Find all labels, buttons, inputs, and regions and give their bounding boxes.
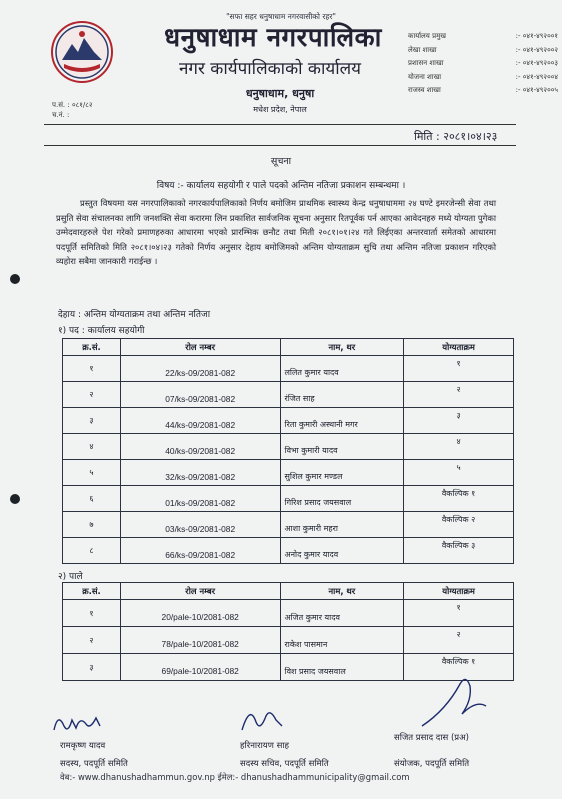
cell-name: ललित कुमार यादव [280, 356, 404, 382]
office-province: मधेश प्रदेश, नेपाल [253, 105, 307, 114]
cell-sn: ३ [63, 408, 121, 434]
notice-subject: विषय :- कार्यालय सहयोगी र पाले पदको अन्तिम नतिजा प्रकाशन सम्बन्धमा । [156, 181, 406, 191]
cell-name: गिरिश प्रसाद जयसवाल [280, 486, 404, 512]
reference-numbers [52, 100, 93, 120]
cell-name: अजित कुमार यादव [280, 600, 404, 627]
dispatch-number: च.नं. : [52, 111, 70, 119]
notice-date: मिति : २०८१।०४।२३ [414, 130, 498, 143]
signatory-3-name: सजित प्रसाद दास (प्रअ) [394, 733, 469, 743]
table-row [63, 434, 514, 460]
table-row [63, 538, 514, 564]
notice-body: प्रस्तुत विषयमा यस नगरपालिकाको नगरकार्यपालिकाको निर्णय बमोजिम प्राथमिक स्वास्थ्य केन्द्र धनुषाधाममा २४ घण्टे इमरजेन्सी सेवा तथा प्रसुति सेवा संचालनका लागि जनशक्ति सेवा करारमा लिन प्रकाशित सार्वजनिक सूचना अनुसार रितपूर्वक पर्न आएका आवेदनहरु मध्ये योग्यता पुगेका उम्मेदवारहरुले पेश गरेको प्रमाणहरुका आधारमा भएको प्रारम्भिक छनौट तथा मिती २०८१।०१।२४ गते लिईएका अन्तरवार्ता समेतको आधारमा पदपूर्ति समितिको मिति २०८१।०४।२३ गतेको निर्णय अनुसार देहाय बमोजिमको अन्तिम योग्यताक्रम सुचि तथा अन्तिम नतिजा प्रकाशन गरिएको व्यहोरा सबैमा जानकारी गराईन्छ । [56, 198, 496, 267]
cell-sn: १ [63, 600, 121, 627]
punch-hole [10, 494, 20, 504]
cell-sn: ३ [63, 654, 121, 681]
table-row [63, 382, 514, 408]
col-header-roll: रोल नम्बर [120, 339, 280, 356]
cell-sn: ७ [63, 512, 121, 538]
cell-merit-rank: वैकल्पिक १ [404, 654, 514, 681]
cell-merit-rank: वैकल्पिक २ [404, 512, 514, 538]
cell-name: अनोद कुमार यादव [280, 538, 404, 564]
cell-roll-number: 03/ks-09/2081-082 [120, 512, 280, 538]
signatory-2-name: हरिनारायण साह [240, 741, 290, 751]
signatory-1-name: रामकृष्ण यादव [60, 741, 106, 751]
result-heading: देहाय : अन्तिम योग्यताक्रम तथा अन्तिम नतिजा [58, 310, 211, 320]
reg-number: प.सं. : ०८१/८२ [52, 101, 93, 109]
contact-row: योजना शाखा :- ०४१-४९२००४ [408, 72, 558, 81]
table-row [63, 356, 514, 382]
signatory-2-role: सदस्य सचिव, पदपूर्ति समिति [240, 759, 329, 769]
punch-hole [10, 274, 20, 284]
cell-merit-rank: १ [404, 356, 514, 382]
cell-merit-rank: १ [404, 600, 514, 627]
cell-merit-rank: ४ [404, 434, 514, 460]
result-table-office-assistant [62, 338, 514, 564]
cell-merit-rank: २ [404, 382, 514, 408]
col-header-name: नाम, थर [280, 339, 404, 356]
cell-sn: ६ [63, 486, 121, 512]
cell-sn: ५ [63, 460, 121, 486]
cell-merit-rank: वैकल्पिक ३ [404, 538, 514, 564]
office-name: नगर कार्यपालिकाको कार्यालय [178, 59, 362, 79]
result-table-guard [62, 582, 514, 681]
cell-roll-number: 07/ks-09/2081-082 [120, 382, 280, 408]
signature-3-icon [416, 670, 496, 732]
table-row [63, 512, 514, 538]
table-row [63, 600, 514, 627]
cell-name: रंजित साह [280, 382, 404, 408]
cell-roll-number: 22/ks-09/2081-082 [120, 356, 280, 382]
cell-name: विश प्रसाद जयसवाल [280, 654, 404, 681]
cell-merit-rank: २ [404, 627, 514, 654]
cell-roll-number: 40/ks-09/2081-082 [120, 434, 280, 460]
cell-roll-number: 44/ks-09/2081-082 [120, 408, 280, 434]
contact-row: कार्यालय प्रमुख :- ०४१-४९२००१ [408, 32, 558, 40]
table-row [63, 408, 514, 434]
cell-sn: १ [63, 356, 121, 382]
cell-name: विभा कुमारी यादव [280, 434, 404, 460]
cell-sn: २ [63, 627, 121, 654]
cell-sn: ८ [63, 538, 121, 564]
table-row [63, 486, 514, 512]
cell-roll-number: 32/ks-09/2081-082 [120, 460, 280, 486]
col-header-merit: योग्यताक्रम [404, 339, 514, 356]
table-row [63, 627, 514, 654]
table-row [63, 460, 514, 486]
header-divider [44, 124, 516, 125]
cell-name: सुशिल कुमार मण्डल [280, 460, 404, 486]
signature-2-icon [236, 702, 286, 736]
cell-roll-number: 20/pale-10/2081-082 [120, 600, 280, 627]
col-header-sn: क्र.सं. [63, 339, 121, 356]
contact-row: राजस्व शाखा :- ०४१-४९२००५ [408, 86, 558, 94]
contact-row: प्रशासन शाखा :- ०४१-४९२००३ [408, 59, 558, 67]
municipality-name: धनुषाधाम नगरपालिका [164, 23, 382, 53]
table-header-row [63, 339, 514, 356]
date-divider [44, 145, 516, 146]
cell-sn: ४ [63, 434, 121, 460]
slogan: "सफा सहर धनुषाधाम नगरवासीको रहर" [226, 12, 336, 21]
cell-merit-rank: ५ [404, 460, 514, 486]
col-header-sn: क्र.सं. [63, 583, 121, 600]
footer-contact: वेब:- www.dhanushadhammun.gov.np ईमेल:- dhanushadhammunicipality@gmail.com [60, 772, 410, 782]
col-header-name: नाम, थर [280, 583, 404, 600]
contact-list [408, 30, 558, 98]
notice-title: सूचना [270, 156, 292, 167]
col-header-merit: योग्यताक्रम [404, 583, 514, 600]
cell-roll-number: 69/pale-10/2081-082 [120, 654, 280, 681]
post2-heading: २) पाले [58, 572, 83, 582]
contact-row: लेखा शाखा :- ०४१-४९२००२ [408, 45, 558, 54]
cell-name: राकेश पासमान [280, 627, 404, 654]
post1-heading: १) पद : कार्यालय सहयोगी [58, 326, 145, 336]
signature-1-icon [50, 708, 110, 738]
cell-merit-rank: वैकल्पिक १ [404, 486, 514, 512]
cell-name: आशा कुमारी महरा [280, 512, 404, 538]
cell-name: रिता कुमारी अस्थानी मगर [280, 408, 404, 434]
nepal-emblem-icon [50, 20, 114, 84]
table-header-row [63, 583, 514, 600]
cell-roll-number: 01/ks-09/2081-082 [120, 486, 280, 512]
signatory-3-role: संयोजक, पदपूर्ति समिति [394, 759, 470, 769]
col-header-roll: रोल नम्बर [120, 583, 280, 600]
cell-roll-number: 66/ks-09/2081-082 [120, 538, 280, 564]
cell-roll-number: 78/pale-10/2081-082 [120, 627, 280, 654]
cell-merit-rank: ३ [404, 408, 514, 434]
office-place: धनुषाधाम, धनुषा [245, 87, 315, 100]
cell-sn: २ [63, 382, 121, 408]
signatory-1-role: सदस्य, पदपूर्ति समिति [60, 759, 128, 769]
